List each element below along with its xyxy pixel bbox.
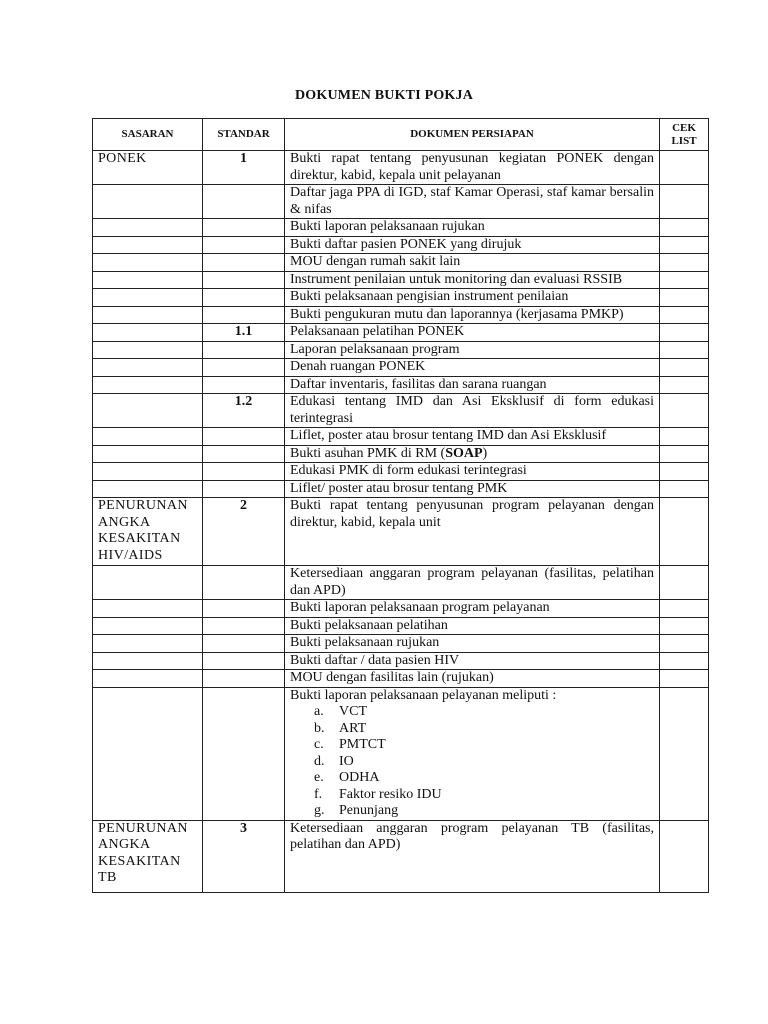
checklist-cell[interactable]: [660, 306, 709, 324]
dokumen-cell: Bukti laporan pelaksanaan program pelayanan: [285, 600, 660, 618]
dokumen-cell: [285, 687, 660, 820]
service-list: [290, 704, 654, 820]
dokumen-cell: Instrument penilaian untuk monitoring dan evaluasi RSSIB: [285, 271, 660, 289]
sasaran-cell: [93, 463, 203, 481]
table-row: [93, 376, 709, 394]
standar-cell: [203, 428, 285, 446]
sasaran-line: PENURUNAN: [98, 498, 188, 513]
dokumen-cell: Edukasi tentang IMD dan Asi Eksklusif di form edukasi terintegrasi: [285, 394, 660, 428]
table-header-row: [93, 119, 709, 151]
sasaran-line: HIV/AIDS: [98, 547, 163, 563]
standar-cell: [203, 652, 285, 670]
checklist-cell[interactable]: [660, 428, 709, 446]
standar-cell: [203, 359, 285, 377]
table-row: [93, 289, 709, 307]
table-row: [93, 428, 709, 446]
list-letter: b.: [314, 720, 325, 736]
table-row: [93, 341, 709, 359]
table-row: [93, 480, 709, 498]
dokumen-cell: Bukti laporan pelaksanaan rujukan: [285, 219, 660, 237]
standar-cell: [203, 254, 285, 272]
list-text: ART: [339, 720, 367, 736]
sasaran-cell: [93, 566, 203, 600]
sasaran-cell: [93, 376, 203, 394]
sasaran-line: TB: [98, 870, 117, 885]
sasaran-cell: [93, 600, 203, 618]
table-row: [93, 687, 709, 820]
checklist-cell[interactable]: [660, 289, 709, 307]
sasaran-line: KESAKITAN: [98, 853, 181, 869]
dokumen-cell: Bukti daftar pasien PONEK yang dirujuk: [285, 236, 660, 254]
checklist-cell[interactable]: [660, 219, 709, 237]
dokumen-cell: Bukti daftar / data pasien HIV: [285, 652, 660, 670]
standar-cell: [203, 600, 285, 618]
standar-cell: [203, 341, 285, 359]
sasaran-cell: [93, 289, 203, 307]
page-title: DOKUMEN BUKTI POKJA: [294, 88, 474, 103]
standar-cell: [203, 670, 285, 688]
table-row: [93, 306, 709, 324]
list-letter: g.: [314, 803, 325, 818]
table-row: [93, 670, 709, 688]
pokja-document-table: [92, 118, 709, 893]
list-letter: a.: [314, 704, 324, 719]
dokumen-cell: Pelaksanaan pelatihan PONEK: [285, 324, 660, 342]
checklist-cell[interactable]: [660, 463, 709, 481]
header-cek-line1: CEK: [672, 121, 696, 134]
checklist-cell[interactable]: [660, 617, 709, 635]
dokumen-cell: Ketersediaan anggaran program pelayanan (fasilitas, pelatihan dan APD): [285, 566, 660, 600]
checklist-cell[interactable]: [660, 236, 709, 254]
standar-cell: [203, 463, 285, 481]
standar-cell: [203, 219, 285, 237]
sasaran-cell: [93, 670, 203, 688]
list-text: Penunjang: [339, 803, 399, 818]
list-letter: e.: [314, 770, 324, 785]
list-item: [314, 803, 654, 820]
header-dokumen-persiapan: DOKUMEN PERSIAPAN: [285, 119, 660, 151]
standar-cell: [203, 185, 285, 219]
checklist-cell[interactable]: [660, 376, 709, 394]
header-cek-line2: LIST: [671, 134, 697, 147]
dokumen-cell: Liflet/ poster atau brosur tentang PMK: [285, 480, 660, 498]
checklist-cell[interactable]: [660, 254, 709, 272]
dokumen-cell: Laporan pelaksanaan program: [285, 341, 660, 359]
list-text: IO: [339, 753, 354, 769]
list-item: [314, 787, 654, 804]
checklist-cell[interactable]: [660, 445, 709, 463]
dokumen-cell: Denah ruangan PONEK: [285, 359, 660, 377]
sasaran-cell: [93, 480, 203, 498]
table-row: [93, 600, 709, 618]
table-row: [93, 324, 709, 342]
dokumen-cell: Bukti pelaksanaan pelatihan: [285, 617, 660, 635]
sasaran-cell: [93, 498, 203, 566]
dokumen-cell: Daftar jaga PPA di IGD, staf Kamar Operasi, staf kamar bersalin & nifas: [285, 185, 660, 219]
checklist-cell[interactable]: [660, 687, 709, 820]
sasaran-line: PENURUNAN: [98, 820, 188, 836]
table-row: [93, 219, 709, 237]
dokumen-cell: Bukti pelaksanaan rujukan: [285, 635, 660, 653]
checklist-cell[interactable]: [660, 652, 709, 670]
list-text: VCT: [339, 704, 367, 719]
table-row: [93, 635, 709, 653]
doc-text-prefix: Bukti asuhan PMK di RM (: [290, 445, 446, 461]
standar-cell: [203, 271, 285, 289]
list-item: [314, 754, 654, 771]
standar-cell: [203, 306, 285, 324]
sasaran-cell: [93, 271, 203, 289]
standar-cell: 1.2: [203, 394, 285, 428]
checklist-cell[interactable]: [660, 635, 709, 653]
list-text: PMTCT: [339, 737, 386, 752]
checklist-cell[interactable]: [660, 324, 709, 342]
table-row: [93, 151, 709, 185]
table-row: [93, 271, 709, 289]
standar-cell: [203, 617, 285, 635]
sasaran-cell: [93, 635, 203, 653]
checklist-cell[interactable]: [660, 670, 709, 688]
standar-cell: [203, 635, 285, 653]
standar-cell: [203, 236, 285, 254]
header-sasaran: SASARAN: [93, 119, 203, 151]
checklist-cell[interactable]: [660, 151, 709, 185]
list-item: [314, 704, 654, 721]
standar-cell: [203, 289, 285, 307]
sasaran-cell: [93, 236, 203, 254]
dokumen-cell: MOU dengan fasilitas lain (rujukan): [285, 670, 660, 688]
dokumen-cell: Bukti pengukuran mutu dan laporannya (kerjasama PMKP): [285, 306, 660, 324]
sasaran-cell: [93, 617, 203, 635]
header-standar: STANDAR: [203, 119, 285, 151]
table-row: [93, 463, 709, 481]
dokumen-cell: MOU dengan rumah sakit lain: [285, 254, 660, 272]
checklist-cell[interactable]: [660, 185, 709, 219]
sasaran-cell: [93, 394, 203, 428]
list-letter: c.: [314, 737, 324, 752]
list-letter: d.: [314, 753, 325, 769]
doc-list-intro: Bukti laporan pelaksanaan pelayanan meliputi :: [290, 687, 557, 703]
table-row: [93, 617, 709, 635]
table-row: [93, 498, 709, 566]
list-item: [314, 770, 654, 787]
sasaran-cell: [93, 306, 203, 324]
dokumen-cell: Liflet, poster atau brosur tentang IMD dan Asi Eksklusif: [285, 428, 660, 446]
list-item: [314, 737, 654, 754]
standar-cell: [203, 566, 285, 600]
dokumen-cell: Ketersediaan anggaran program pelayanan TB (fasilitas, pelatihan dan APD): [285, 820, 660, 892]
table-row: [93, 652, 709, 670]
standar-cell: 3: [203, 820, 285, 892]
sasaran-cell: [93, 428, 203, 446]
sasaran-cell: PONEK: [93, 151, 203, 185]
list-text: Faktor resiko IDU: [339, 786, 442, 802]
table-row: [93, 236, 709, 254]
checklist-cell[interactable]: [660, 480, 709, 498]
sasaran-line: ANGKA: [98, 514, 151, 530]
dokumen-cell: Bukti rapat tentang penyusunan kegiatan PONEK dengan direktur, kabid, kepala unit pelayanan: [285, 151, 660, 185]
sasaran-cell: [93, 324, 203, 342]
soap-bold-text: SOAP: [445, 445, 483, 461]
sasaran-cell: [93, 445, 203, 463]
checklist-cell[interactable]: [660, 498, 709, 566]
list-letter: f.: [314, 786, 323, 802]
sasaran-cell: [93, 687, 203, 820]
table-row: [93, 394, 709, 428]
standar-cell: 1: [203, 151, 285, 185]
table-row: [93, 820, 709, 892]
list-item: [314, 721, 654, 738]
dokumen-cell: Bukti rapat tentang penyusunan program pelayanan dengan direktur, kabid, kepala unit: [285, 498, 660, 566]
sasaran-line: KESAKITAN: [98, 531, 181, 546]
dokumen-cell: Bukti pelaksanaan pengisian instrument penilaian: [285, 289, 660, 307]
standar-cell: [203, 480, 285, 498]
table-row: [93, 185, 709, 219]
table-row: [93, 254, 709, 272]
list-text: ODHA: [339, 770, 380, 785]
checklist-cell[interactable]: [660, 394, 709, 428]
sasaran-cell: [93, 341, 203, 359]
table-row: [93, 445, 709, 463]
checklist-cell[interactable]: [660, 359, 709, 377]
dokumen-cell: Edukasi PMK di form edukasi terintegrasi: [285, 463, 660, 481]
header-cek-list: [660, 119, 709, 151]
standar-cell: [203, 687, 285, 820]
checklist-cell[interactable]: [660, 566, 709, 600]
checklist-cell[interactable]: [660, 820, 709, 892]
standar-cell: 1.1: [203, 324, 285, 342]
table-row: [93, 359, 709, 377]
doc-text-suffix: ): [482, 445, 488, 461]
sasaran-cell: [93, 254, 203, 272]
dokumen-cell: Daftar inventaris, fasilitas dan sarana ruangan: [285, 376, 660, 394]
standar-cell: 2: [203, 498, 285, 566]
checklist-cell[interactable]: [660, 600, 709, 618]
dokumen-cell: [285, 445, 660, 463]
sasaran-cell: [93, 185, 203, 219]
sasaran-cell: [93, 359, 203, 377]
standar-cell: [203, 445, 285, 463]
sasaran-cell: [93, 219, 203, 237]
table-row: [93, 566, 709, 600]
checklist-cell[interactable]: [660, 341, 709, 359]
checklist-cell[interactable]: [660, 271, 709, 289]
sasaran-cell: [93, 820, 203, 892]
standar-cell: [203, 376, 285, 394]
sasaran-line: ANGKA: [98, 837, 151, 852]
sasaran-cell: [93, 652, 203, 670]
